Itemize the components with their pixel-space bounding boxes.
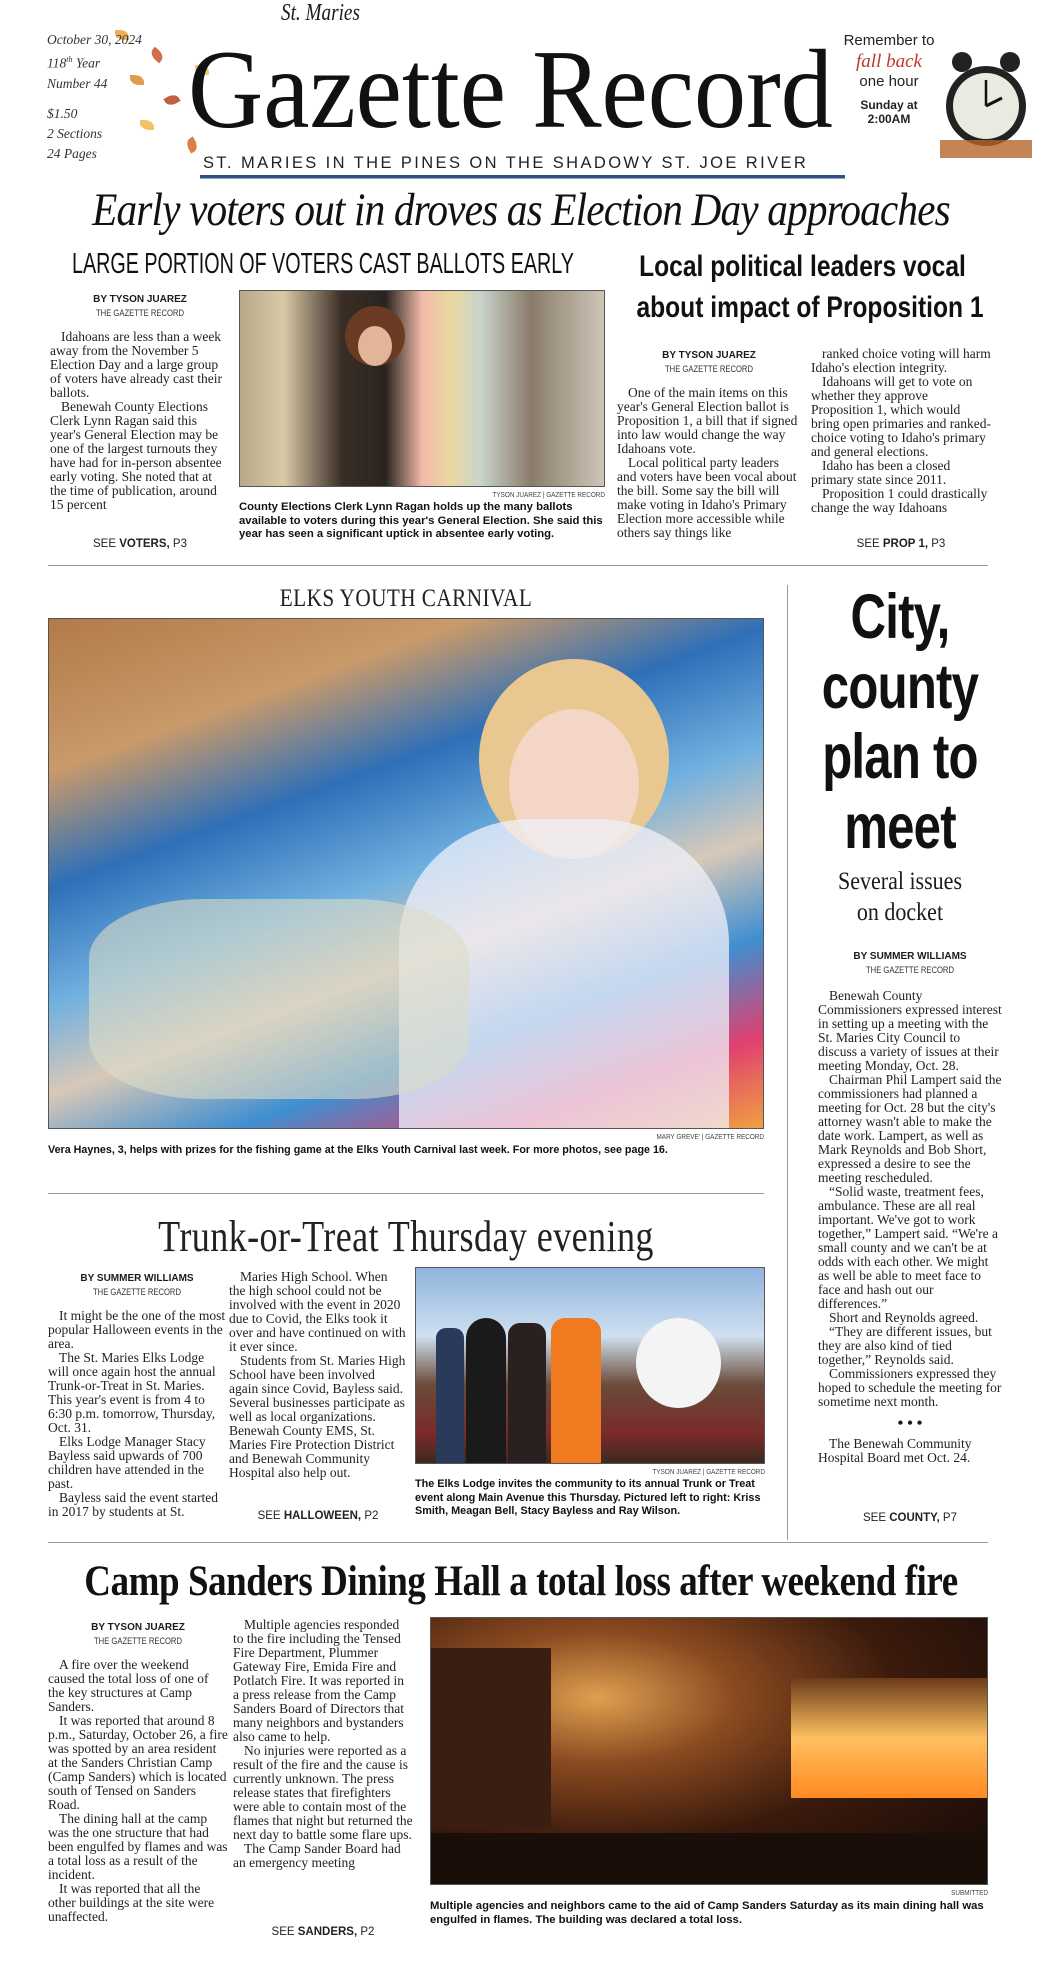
issue-info [47, 30, 142, 164]
byline-org: THE GAZETTE RECORD [664, 364, 753, 374]
jump-link-prop1[interactable] [811, 538, 991, 550]
jump-link-halloween[interactable] [229, 1510, 407, 1522]
photo-credit: TYSON JUAREZ | GAZETTE RECORD [652, 1467, 765, 1476]
page-count: 24 Pages [47, 145, 97, 161]
section-count: 2 Sections [47, 125, 103, 141]
paragraph: Benewah County Elections Clerk Lynn Ragan said this year's General Election may be one of the largest turnouts they have had for in-person absentee early voting. She noted that at the time of publication, around 15 percent [50, 399, 222, 512]
photo-credit: MARY GREVE' | GAZETTE RECORD [656, 1132, 764, 1141]
main-headline: Early voters out in droves as Election Day approaches [92, 184, 950, 236]
carnival-photo [48, 618, 764, 1129]
jump-prefix: SEE [257, 1510, 281, 1522]
volume-year [47, 50, 142, 74]
issue-date: October 30, 2024 [47, 32, 142, 47]
daylight-saving-reminder [843, 32, 935, 126]
paragraph: “They are different issues, but they are also kind of tied together,” Reynolds said. [818, 1324, 992, 1367]
fire-headline: Camp Sanders Dining Hall a total loss after weekend fire [84, 1558, 958, 1605]
reminder-fall-back: fall back [856, 51, 922, 72]
masthead-rule [200, 175, 845, 179]
article-body [617, 386, 801, 540]
paragraph: The Camp Sander Board had an emergency meeting [233, 1841, 401, 1870]
jump-prefix: SEE [863, 1512, 887, 1524]
jump-word: PROP 1, [882, 538, 929, 550]
byline: BY SUMMER WILLIAMS [80, 1273, 194, 1284]
newspaper-title: Gazette Record [188, 28, 833, 152]
deck-line: on docket [856, 899, 944, 926]
section-divider [48, 565, 988, 566]
article-body [48, 1309, 226, 1519]
paragraph: Proposition 1 could drastically change the way Idahoans [811, 486, 988, 515]
paragraph: Students from St. Maries High School have been involved again since Covid, Bayless said. Several businesses participate as well as local organizations. Benewah County EMS, St. Maries Fire Protection District and Benewah Community Hospital also help out. [229, 1353, 406, 1480]
year-number: 118 [47, 55, 67, 71]
byline: BY SUMMER WILLIAMS [853, 951, 967, 962]
reminder-line: Remember to [843, 32, 935, 49]
paragraph: Short and Reynolds agreed. [829, 1310, 979, 1325]
trunk-photo [415, 1267, 765, 1464]
reminder-time: 2:00AM [867, 112, 911, 126]
paragraph: The St. Maries Elks Lodge will once again host the annual Trunk-or-Treat in St. Maries. This year's event is from 4 to 6:30 p.m. tomorrow, Thursday, Oct. 31. [48, 1350, 216, 1435]
byline: BY TYSON JUAREZ [662, 350, 756, 361]
jump-word: COUNTY, [889, 1512, 940, 1524]
paragraph: Elks Lodge Manager Stacy Bayless said upwards of 700 children have attended in the past. [48, 1434, 206, 1491]
jump-page: P3 [172, 538, 187, 550]
byline-org: THE GAZETTE RECORD [95, 308, 184, 318]
byline-org: THE GAZETTE RECORD [92, 1287, 181, 1297]
paragraph: Local political party leaders and voters have been vocal about the bill. Some say the bill will make voting in Idaho's Primary Election more accessible while others say things like [617, 455, 797, 540]
county-deck [808, 866, 993, 928]
paragraph: Maries High School. When the high school could not be involved with the event in 2020 due to Covid, the Elks took it over and have continued on with it ever since. [229, 1269, 406, 1354]
paragraph: It was reported that around 8 p.m., Saturday, October 26, a fire was spotted by an area resident at the Sanders Christian Camp (Camp Sanders) which is located south of Tensed on Sanders Road. [48, 1713, 228, 1812]
jump-prefix: SEE [856, 538, 880, 550]
separator: • • • [897, 1415, 923, 1432]
paragraph: No injuries were reported as a result of the fire and the cause is currently unknown. The press release states that firefighters were able to contain most of the flames that night but returned the next day to battle some flare ups. [233, 1743, 413, 1842]
photo-caption: County Elections Clerk Lynn Ragan holds up the many ballots available to voters during this year's General Election. She said this year has seen a significant uptick in absentee early voting. [239, 501, 603, 540]
jump-word: HALLOWEEN, [283, 1510, 362, 1522]
prop1-article-col2 [811, 347, 991, 515]
section-divider [48, 1542, 988, 1543]
prop1-article-col1 [617, 350, 801, 540]
photo-credit: TYSON JUAREZ | GAZETTE RECORD [492, 490, 605, 499]
reminder-line: Sunday at [860, 98, 918, 112]
article-body [818, 989, 1002, 1409]
headline-line: about impact of Proposition 1 [636, 291, 984, 324]
paragraph: Chairman Phil Lampert said the commissioners had planned a meeting for Oct. 28 but the city's attorney wasn't able to make the date work. Lampert, as well as Mark Reynolds and Bob Short, expressed a desire to see the meeting rescheduled. [818, 1072, 1002, 1185]
jump-page: P3 [931, 538, 946, 550]
fire-article-col2 [233, 1618, 413, 1870]
paragraph: “Solid waste, treatment fees, ambulance. These are all real important. We've got to work together,” Lampert said. “We're a small county and we can't be at odds with each other. We might as well be able to meet face to face and hash out our differences.” [818, 1184, 998, 1311]
jump-page: P2 [364, 1510, 379, 1522]
ballots-photo [239, 290, 605, 487]
paragraph: The dining hall at the camp was the one structure that had been engulfed by flames and was a total loss as a result of the incident. [48, 1811, 228, 1882]
paragraph: Benewah County Commissioners expressed interest in setting up a meeting with the St. Maries City Council to discuss a variety of issues at their meeting Monday, Oct. 28. [818, 988, 1002, 1073]
voters-article [50, 294, 230, 512]
jump-page: P7 [942, 1512, 957, 1524]
carnival-label: ELKS YOUTH CARNIVAL [279, 585, 533, 612]
section-divider [48, 1193, 764, 1194]
byline: BY TYSON JUAREZ [91, 1622, 185, 1633]
headline-line: City, [850, 582, 950, 652]
alarm-clock-icon [940, 48, 1032, 158]
paragraph: One of the main items on this year's General Election ballot is Proposition 1, a bill that if signed into law would change the way Idahoans vote. [617, 385, 798, 456]
headline-line: Local political leaders vocal [639, 250, 966, 283]
paragraph: Idaho has been a closed primary state since 2011. [811, 458, 951, 487]
paragraph: It was reported that all the other buildings at the site were unaffected. [48, 1881, 215, 1924]
headline-line: county [821, 652, 979, 722]
prop1-headline [636, 246, 984, 328]
photo-caption: The Elks Lodge invites the community to its annual Trunk or Treat event along Main Avenue this Thursday. Pictured left to right: Kriss Smith, Meagan Bell, Stacy Bayless and Ray Wilson. [415, 1478, 761, 1517]
headline-line: plan to [822, 722, 978, 792]
issue-number: Number 44 [47, 75, 108, 91]
jump-page: P2 [360, 1926, 375, 1938]
photo-credit: SUBMITTED [951, 1888, 988, 1897]
photo-caption: Multiple agencies and neighbors came to the aid of Camp Sanders Saturday as its main dining hall was engulfed in flames. The building was declared a total loss. [430, 1900, 984, 1926]
year-suffix: th [66, 55, 73, 64]
reminder-line: one hour [859, 73, 919, 90]
photo-caption: Vera Haynes, 3, helps with prizes for the fishing game at the Elks Youth Carnival last week. For more photos, see page 16. [48, 1144, 668, 1156]
jump-prefix: SEE [271, 1926, 295, 1938]
byline-org: THE GAZETTE RECORD [93, 1636, 182, 1646]
jump-link-sanders[interactable] [233, 1926, 413, 1938]
brief-text [818, 1437, 1002, 1465]
article-body [50, 330, 230, 512]
deck-line: Several issues [837, 868, 963, 895]
voters-headline: LARGE PORTION OF VOTERS CAST BALLOTS EARLY [72, 248, 574, 280]
trunk-article-col1 [48, 1273, 226, 1519]
byline-org: THE GAZETTE RECORD [865, 965, 954, 975]
paragraph: Idahoans are less than a week away from the November 5 Election Day and a large group of voters have already cast their ballots. [50, 329, 223, 400]
jump-prefix: SEE [93, 538, 117, 550]
jump-word: SANDERS, [297, 1926, 358, 1938]
headline-line: meet [844, 792, 956, 862]
paragraph: Multiple agencies responded to the fire including the Tensed Fire Department, Plummer Gateway Fire, Emida Fire and Potlatch Fire. It was reported in a press release from the Camp Sanders Board of Directors that many neighbors and bystanders also came to help. [233, 1617, 404, 1744]
tagline: ST. MARIES IN THE PINES ON THE SHADOWY ST. JOE RIVER [203, 154, 809, 172]
paragraph: The Benewah Community Hospital Board met Oct. 24. [818, 1436, 972, 1465]
fire-photo [430, 1617, 988, 1885]
paragraph: ranked choice voting will harm Idaho's election integrity. [811, 346, 991, 375]
paragraph: Bayless said the event started in 2017 by students at St. [48, 1490, 218, 1519]
jump-word: VOTERS, [119, 538, 170, 550]
fire-article-col1 [48, 1622, 228, 1924]
county-headline [818, 582, 982, 862]
jump-link-county[interactable] [818, 1512, 1002, 1524]
column-divider [787, 585, 788, 1540]
paragraph: Idahoans will get to vote on whether they approve Proposition 1, which would bring open primaries and ranked-choice voting to Idaho's primary and general elections. [811, 374, 991, 459]
jump-link-voters[interactable] [50, 538, 230, 550]
county-article [818, 951, 1002, 1465]
byline: BY TYSON JUAREZ [93, 294, 187, 305]
newspaper-subtitle: St. Maries [281, 0, 360, 26]
paragraph: A fire over the weekend caused the total loss of one of the key structures at Camp Sanders. [48, 1657, 209, 1714]
trunk-headline: Trunk-or-Treat Thursday evening [158, 1212, 654, 1261]
trunk-article-col2 [229, 1270, 407, 1480]
article-body [48, 1658, 228, 1924]
paragraph: Commissioners expressed they hoped to schedule the meeting for sometime next month. [818, 1366, 1002, 1409]
year-label: Year [75, 55, 101, 71]
price: $1.50 [47, 105, 78, 121]
paragraph: It might be the one of the most popular Halloween events in the area. [48, 1308, 226, 1351]
